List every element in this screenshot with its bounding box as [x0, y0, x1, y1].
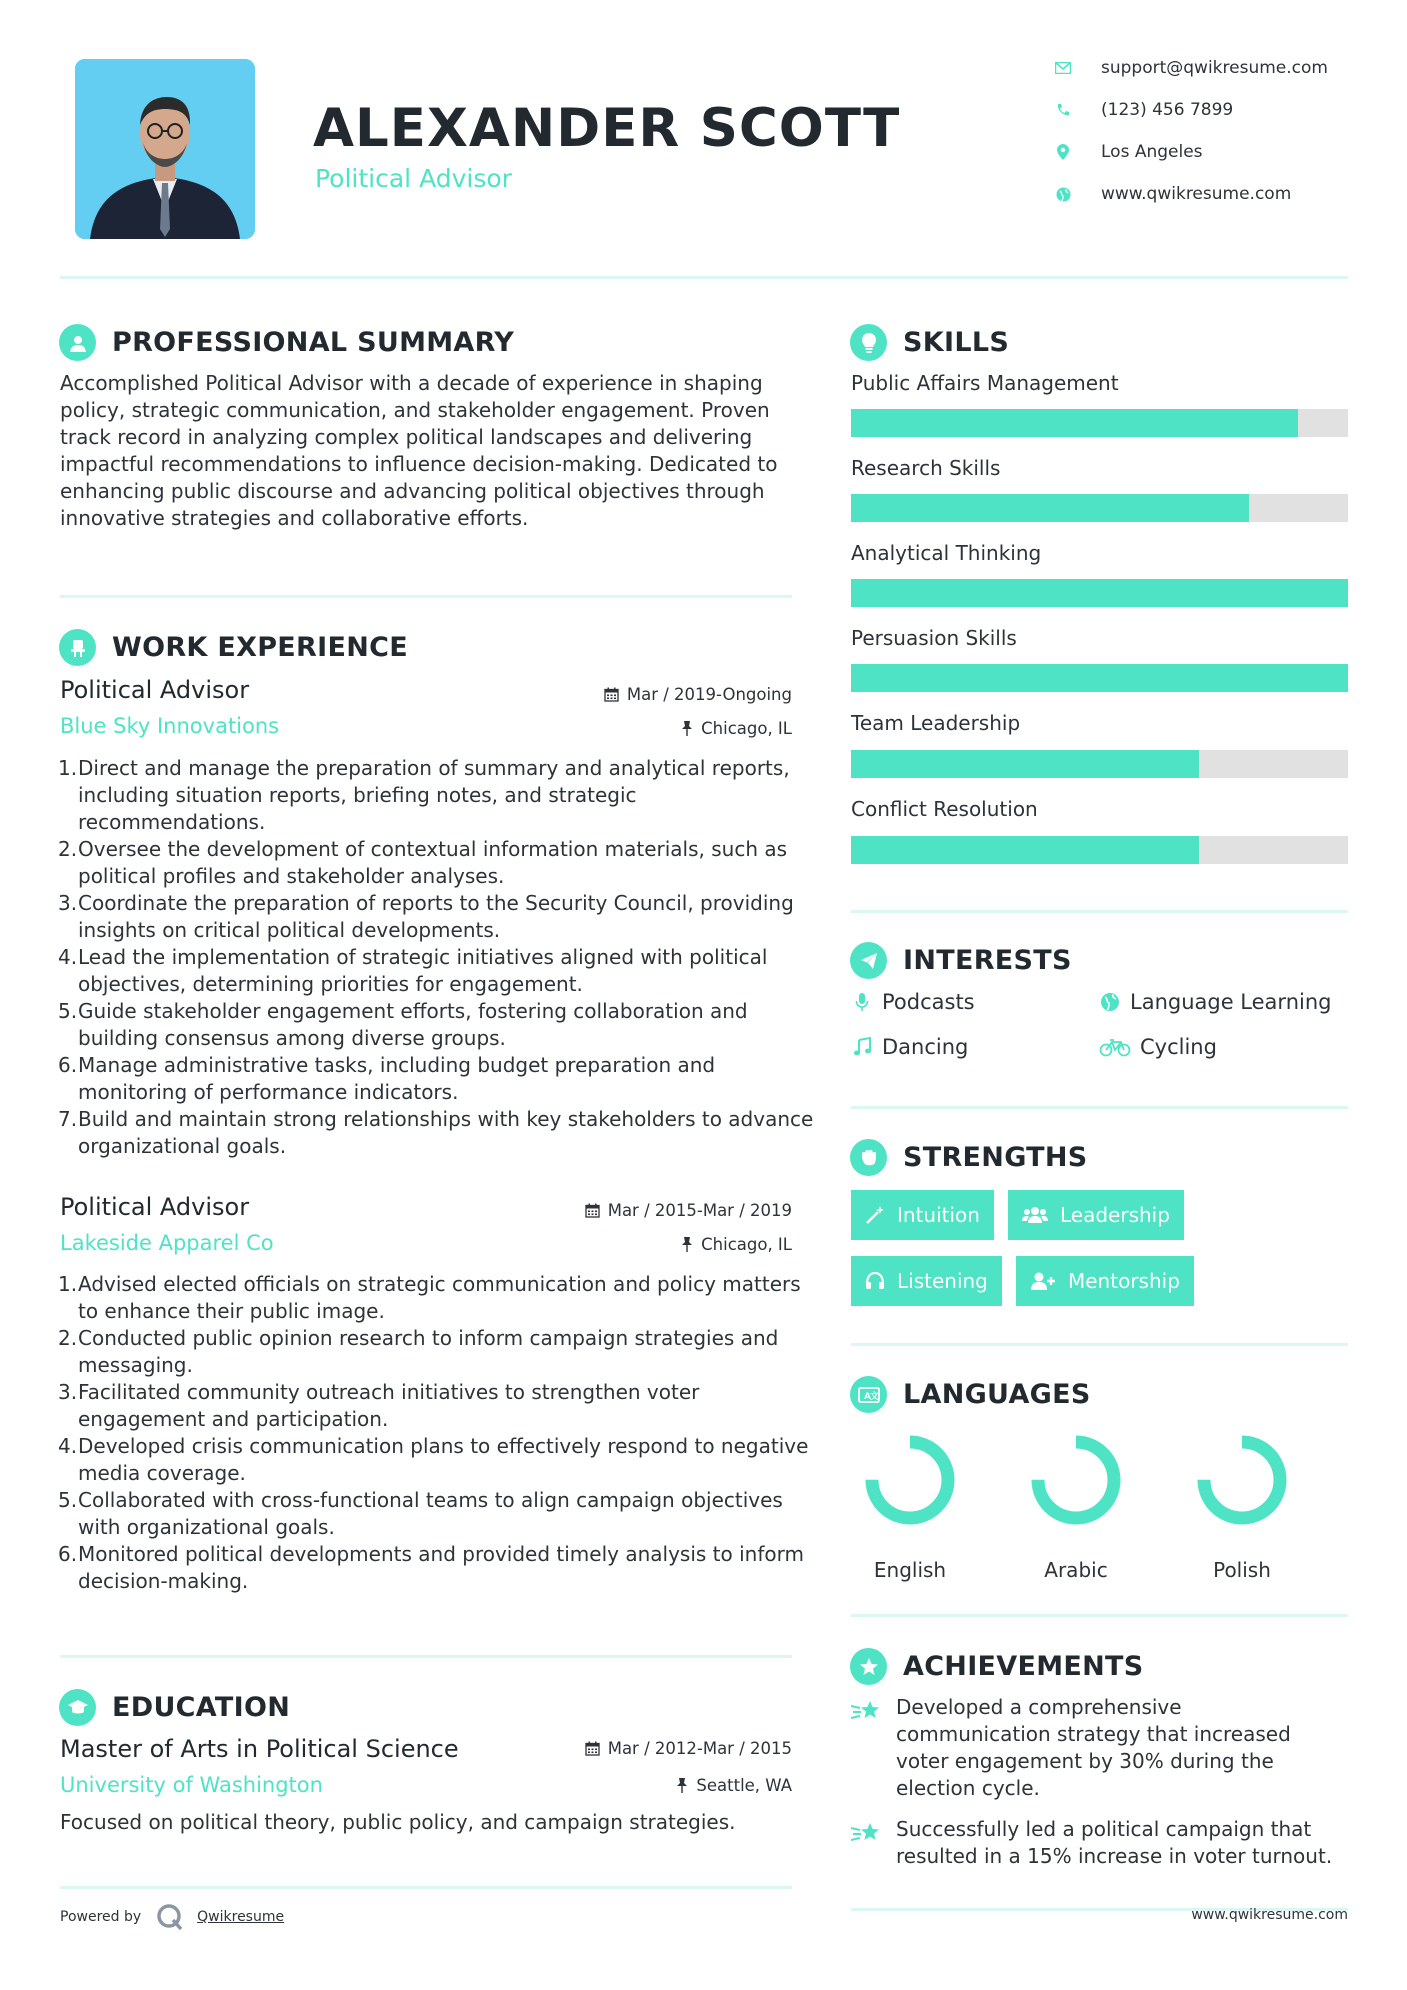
calendar-icon: [604, 687, 619, 702]
contact-email-text: support@qwikresume.com: [1101, 58, 1328, 78]
paper-plane-icon: [850, 942, 887, 979]
users-icon: [1022, 1205, 1048, 1225]
profile-photo: [75, 59, 255, 239]
globe-icon: [1053, 184, 1073, 204]
interest-item: Podcasts: [850, 990, 975, 1014]
language-label: Arabic: [1044, 1558, 1108, 1582]
strengths-heading: STRENGTHS: [850, 1139, 1088, 1176]
list-item: Monitored political developments and provided timely analysis to inform decision-making.: [78, 1542, 804, 1593]
skills-divider: [851, 910, 1348, 913]
summary-text: Accomplished Political Advisor with a decade of experience in shaping policy, strategic communication, and stakeholder engagement. Proven track record in analyzing complex political landscapes and delivering impactful recommendations to influence decision-making. Dedicated to enhancing public discourse and advancing political objectives through innovative strategies and collaborative efforts.: [60, 371, 778, 530]
footer-website[interactable]: www.qwikresume.com: [1191, 1907, 1348, 1923]
contact-location-text: Los Angeles: [1101, 142, 1203, 162]
powered-by: Powered by Qwikresume: [60, 1902, 284, 1932]
contact-phone-text: (123) 456 7899: [1101, 100, 1234, 120]
candidate-name: ALEXANDER SCOTT: [313, 98, 901, 159]
lightbulb-icon: [850, 324, 887, 361]
skill-bar: [851, 836, 1348, 864]
headphones-icon: [865, 1271, 885, 1291]
svg-text:A: A: [863, 1391, 871, 1402]
skill-bar: [851, 579, 1348, 607]
skill-label: Conflict Resolution: [851, 797, 1038, 821]
list-item: Facilitated community outreach initiatives to strengthen voter engagement and participation.: [78, 1380, 700, 1431]
user-plus-icon: [1030, 1271, 1056, 1291]
list-item: Coordinate the preparation of reports to the Security Council, providing insights on critical political developments.: [78, 891, 794, 942]
contact-location: [1053, 142, 1203, 162]
language-item: [1021, 1430, 1131, 1582]
skill-bar-fill: [851, 836, 1199, 864]
languages-heading: A 文 LANGUAGES: [850, 1376, 1091, 1413]
job-company: Lakeside Apparel Co: [60, 1231, 274, 1255]
skill-label: Team Leadership: [851, 711, 1021, 735]
language-label: Polish: [1213, 1558, 1271, 1582]
mail-icon: [1053, 58, 1073, 78]
skill-label: Analytical Thinking: [851, 541, 1042, 565]
experience-divider: [60, 1655, 792, 1658]
list-item: Conducted public opinion research to inform campaign strategies and messaging.: [78, 1326, 779, 1377]
language-ring: [1192, 1430, 1292, 1530]
job-date: Mar / 2015-Mar / 2019: [585, 1201, 792, 1220]
skill-bar-fill: [851, 579, 1348, 607]
pushpin-icon: [681, 721, 693, 736]
contact-phone[interactable]: [1053, 100, 1233, 120]
language-item: [855, 1430, 965, 1582]
header-divider: [60, 276, 1348, 279]
strength-tag: Mentorship: [1016, 1256, 1194, 1306]
shooting-star-icon: [850, 1698, 884, 1726]
list-item: Oversee the development of contextual information materials, such as political profiles and stakeholder analyses.: [78, 837, 788, 888]
education-date: Mar / 2012-Mar / 2015: [585, 1739, 792, 1758]
skill-bar: [851, 409, 1348, 437]
svg-text:文: 文: [869, 1391, 879, 1402]
skill-bar-fill: [851, 494, 1249, 522]
list-item: Advised elected officials on strategic communication and policy matters to enhance their public image.: [78, 1272, 801, 1323]
candidate-role: Political Advisor: [315, 164, 512, 193]
globe-icon: [1098, 992, 1122, 1012]
job-date: Mar / 2019-Ongoing: [604, 685, 792, 704]
list-item: Direct and manage the preparation of summary and analytical reports, including situation reports, briefing notes, and strategic recommendations.: [78, 756, 790, 834]
shooting-star-icon: [850, 1820, 884, 1848]
bicycle-icon: [1098, 1037, 1132, 1057]
summary-divider: [60, 595, 792, 598]
list-item: Lead the implementation of strategic initiatives aligned with political objectives, determining priorities for engagement.: [78, 945, 768, 996]
strength-tag: Leadership: [1008, 1190, 1184, 1240]
fist-icon: [850, 1139, 887, 1176]
skill-label: Public Affairs Management: [851, 371, 1119, 395]
chair-icon: [59, 629, 96, 666]
education-degree: Master of Arts in Political Science: [60, 1735, 459, 1763]
interests-heading: INTERESTS: [850, 942, 1072, 979]
phone-icon: [1053, 100, 1073, 120]
skill-label: Persuasion Skills: [851, 626, 1017, 650]
languages-divider: [851, 1614, 1348, 1617]
education-location: Seattle, WA: [676, 1776, 792, 1795]
strength-tag: Intuition: [851, 1190, 994, 1240]
language-icon: [850, 1376, 887, 1413]
job-company: Blue Sky Innovations: [60, 714, 280, 738]
list-item: Collaborated with cross-functional teams to align campaign objectives with organizational goals.: [78, 1488, 783, 1539]
education-school: University of Washington: [60, 1773, 323, 1797]
brand-link[interactable]: Qwikresume: [197, 1909, 285, 1925]
list-item: Build and maintain strong relationships with key stakeholders to advance organizational goals.: [78, 1107, 814, 1158]
job-title: Political Advisor: [60, 676, 250, 704]
language-ring: [1026, 1430, 1126, 1530]
skill-bar: [851, 750, 1348, 778]
achievements-heading: ACHIEVEMENTS: [850, 1648, 1144, 1685]
contact-website-text: www.qwikresume.com: [1101, 184, 1292, 204]
job-title: Political Advisor: [60, 1193, 250, 1221]
calendar-icon: [585, 1741, 600, 1756]
achievement-item: Successfully led a political campaign that resulted in a 15% increase in voter turnout.: [850, 1816, 1340, 1870]
graduation-cap-icon: [59, 1689, 96, 1726]
skill-bar: [851, 664, 1348, 692]
skill-bar-fill: [851, 409, 1298, 437]
skill-label: Research Skills: [851, 456, 1001, 480]
skill-bar: [851, 494, 1348, 522]
strength-tag: Listening: [851, 1256, 1002, 1306]
interest-item: Dancing: [850, 1035, 968, 1059]
microphone-icon: [850, 992, 874, 1012]
education-divider: [60, 1886, 792, 1889]
job-location: Chicago, IL: [681, 719, 792, 738]
summary-heading: PROFESSIONAL SUMMARY: [59, 324, 514, 361]
qwikresume-logo-icon: [155, 1902, 185, 1932]
magic-wand-icon: [865, 1205, 885, 1225]
list-item: Developed crisis communication plans to effectively respond to negative media coverage.: [78, 1434, 809, 1485]
achievement-item: Developed a comprehensive communication strategy that increased voter engagement by 30% during the election cycle.: [850, 1694, 1340, 1802]
language-ring: [860, 1430, 960, 1530]
language-ring-arc: [1038, 1442, 1114, 1518]
interest-item: Language Learning: [1098, 990, 1331, 1014]
star-badge-icon: [850, 1648, 887, 1685]
experience-heading: WORK EXPERIENCE: [59, 629, 408, 666]
job-location: Chicago, IL: [681, 1235, 792, 1254]
pushpin-icon: [676, 1778, 688, 1793]
contact-website[interactable]: [1053, 184, 1291, 204]
list-item: Manage administrative tasks, including budget preparation and monitoring of performance indicators.: [78, 1053, 716, 1104]
user-icon: [59, 324, 96, 361]
contact-email[interactable]: [1053, 58, 1328, 78]
strengths-divider: [851, 1343, 1348, 1346]
calendar-icon: [585, 1203, 600, 1218]
skill-bar-fill: [851, 750, 1199, 778]
job-responsibilities: [58, 1271, 823, 1595]
pushpin-icon: [681, 1237, 693, 1252]
skill-bar-fill: [851, 664, 1348, 692]
interest-item: Cycling: [1098, 1035, 1217, 1059]
language-ring-arc: [872, 1442, 948, 1518]
skills-heading: SKILLS: [850, 324, 1009, 361]
job-responsibilities: [58, 755, 823, 1160]
interests-divider: [851, 1106, 1348, 1109]
map-pin-icon: [1053, 142, 1073, 162]
music-note-icon: [850, 1037, 874, 1057]
language-ring-arc: [1204, 1442, 1280, 1518]
list-item: Guide stakeholder engagement efforts, fostering collaboration and building consensus among diverse groups.: [78, 999, 748, 1050]
education-description: Focused on political theory, public policy, and campaign strategies.: [60, 1810, 736, 1834]
language-label: English: [873, 1558, 947, 1582]
education-heading: EDUCATION: [59, 1689, 290, 1726]
language-item: [1187, 1430, 1297, 1582]
